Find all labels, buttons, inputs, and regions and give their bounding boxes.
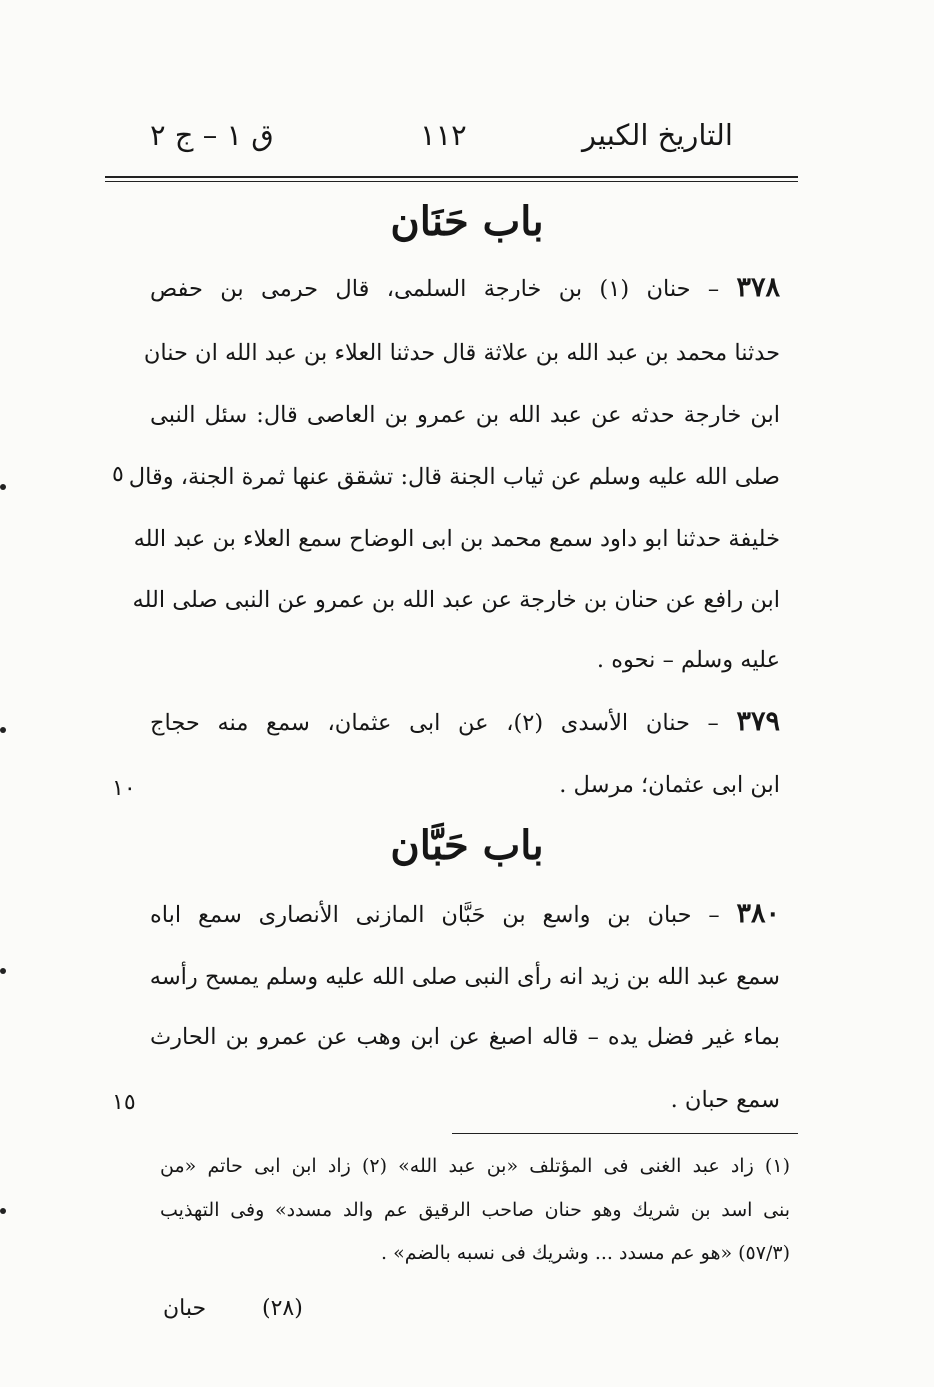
- volume-indicator: ق ١ – ج ٢: [150, 118, 274, 152]
- entry-380-line-3: بماء غير فضل يده – قاله اصبغ عن ابن وهب عن عمرو بن الحارث: [150, 1024, 780, 1050]
- footnote-line-1: (١) زاد عبد الغنى فى المؤتلف «بن عبد الله» (٢) زاد ابن ابى حاتم «من: [160, 1155, 790, 1177]
- header-rule-top: [105, 176, 798, 178]
- section-title-habban: باب حَبَّان: [390, 822, 544, 869]
- signature-mark: (٢٨): [262, 1296, 303, 1321]
- line-number-10: ١٠: [112, 776, 136, 801]
- line-number-15: ١٥: [112, 1090, 136, 1115]
- entry-380-line-4: سمع حبان .: [670, 1087, 780, 1113]
- entry-number: ٣٧٩: [736, 706, 780, 737]
- entry-378-line-6: ابن رافع عن حنان بن خارجة عن عبد الله بن عمرو عن النبى صلى الله: [132, 587, 780, 613]
- entry-378-line-5: خليفة حدثنا ابو داود سمع محمد بن ابى الوضاح سمع العلاء بن عبد الله: [133, 526, 780, 552]
- entry-380-line-1: ٣٨٠ – حبان بن واسع بن حَبَّان المازنى الأنصارى سمع اباه: [150, 898, 781, 929]
- scan-edge-mark: [0, 727, 6, 733]
- entry-378-line-2: حدثنا محمد بن عبد الله بن علاثة قال حدثنا العلاء بن عبد الله ان حنان: [143, 340, 780, 366]
- entry-380-line-2: سمع عبد الله بن زيد انه رأى النبى صلى الله عليه وسلم يمسح رأسه: [149, 964, 780, 990]
- running-title: التاريخ الكبير: [582, 118, 733, 152]
- line-number-5: ٥: [112, 462, 124, 487]
- entry-378-line-4: صلى الله عليه وسلم عن ثياب الجنة قال: تشقق عنها ثمرة الجنة، وقال: [128, 464, 780, 490]
- entry-number: ٣٧٨: [736, 272, 780, 303]
- footnote-line-3: (٥٧/٣) «هو عم مسدد ... وشريك فى نسبه بالضم» .: [381, 1242, 790, 1264]
- catchword: حبان: [163, 1296, 207, 1321]
- section-title-hanan: باب حَنَان: [390, 198, 544, 245]
- scan-edge-mark: [0, 1208, 6, 1214]
- page-number: ١١٢: [420, 118, 467, 152]
- entry-379-line-2: ابن ابى عثمان؛ مرسل .: [559, 772, 780, 798]
- entry-378-line-1: ٣٧٨ – حنان (١) بن خارجة السلمى، قال حرمى بن حفص: [150, 272, 780, 303]
- footnote-line-2: بنى اسد بن شريك وهو حنان صاحب الرقيق عم والد مسدد» وفى التهذيب: [160, 1199, 790, 1221]
- entry-379-line-1: ٣٧٩ – حنان الأسدى (٢)، عن ابى عثمان، سمع منه حجاج: [150, 706, 780, 737]
- footnote-rule: [452, 1133, 798, 1134]
- entry-number: ٣٨٠: [736, 898, 781, 929]
- header-rule-bottom: [105, 181, 798, 182]
- entry-378-line-3: ابن خارجة حدثه عن عبد الله بن عمرو بن العاصى قال: سئل النبى: [150, 402, 780, 428]
- scan-edge-mark: [0, 968, 6, 974]
- scan-edge-mark: [0, 484, 6, 490]
- entry-378-line-7: عليه وسلم – نحوه .: [596, 647, 780, 673]
